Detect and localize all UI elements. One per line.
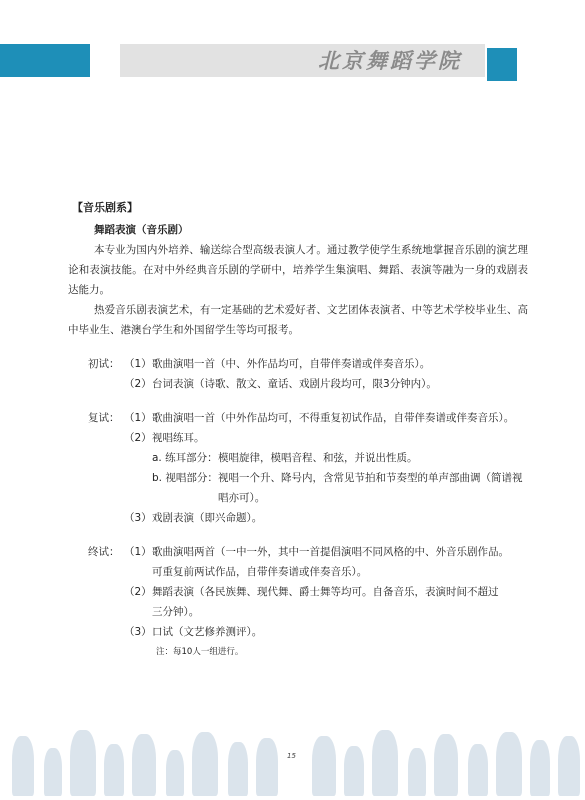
final-exam-item-3 (68, 622, 528, 642)
final-exam (68, 542, 528, 660)
header-accent-left (0, 44, 90, 77)
intro-paragraph-1: 本专业为国内外培养、输送综合型高级表演人才。通过教学使学生系统地掌握音乐剧的演艺理论和表演技能。在对中外经典音乐剧的学研中，培养学生集演唱、舞蹈、表演等融为一身的戏剧表达能力。 (68, 244, 528, 296)
item-number: （2） (124, 432, 152, 444)
item-text: 口试（文艺修养测评）。 (152, 626, 263, 638)
dancer-silhouette-band (0, 722, 585, 800)
dancer-silhouette (12, 736, 34, 796)
second-exam-item-2 (68, 428, 528, 448)
item-text: 歌曲演唱一首（中外作品均可，不得重复初试作品，自带伴奏谱或伴奏音乐）。 (152, 412, 515, 424)
item-text: 舞蹈表演（各民族舞、现代舞、爵士舞等均可。自备音乐，表演时间不超过 (152, 586, 499, 598)
item-text: 歌曲演唱一首（中、外作品均可，自带伴奏谱或伴奏音乐）。 (152, 358, 431, 370)
sub-label: a. 练耳部分： (152, 452, 218, 464)
page-content (68, 198, 528, 660)
dancer-silhouette (192, 732, 218, 796)
group-note: 注：每10人一组进行。 (156, 647, 244, 657)
dancer-silhouette (558, 736, 580, 796)
dancer-silhouette (228, 742, 248, 796)
dancer-silhouette (132, 734, 156, 796)
sight-singing-sub (152, 468, 528, 508)
first-exam (68, 354, 528, 394)
item-number: （3） (124, 512, 152, 524)
final-exam-label: 终试： (88, 546, 120, 558)
section-title: 【音乐剧系】 (72, 201, 138, 214)
second-exam (68, 408, 528, 528)
item-number: （1） (124, 358, 152, 370)
dancer-silhouette (104, 744, 124, 796)
item-text: 戏剧表演（即兴命题）。 (152, 512, 263, 524)
dancer-silhouette (344, 746, 364, 796)
dancer-silhouette (70, 730, 96, 796)
dancer-silhouette (312, 736, 336, 796)
final-exam-item-1 (68, 542, 528, 562)
final-exam-item-2 (68, 582, 528, 602)
sub-text: 视唱一个升、降号内，含常见节拍和节奏型的单声部曲调（简谱视唱亦可）。 (218, 472, 523, 504)
dancer-silhouette (496, 732, 522, 796)
header-accent-right (487, 48, 517, 81)
item-text: 台词表演（诗歌、散文、童话、戏剧片段均可，限3分钟内）。 (152, 378, 437, 390)
dancer-silhouette (256, 738, 278, 796)
item-continuation: 可重复前两试作品，自带伴奏谱或伴奏音乐）。 (152, 566, 368, 578)
item-text: 视唱练耳。 (152, 432, 205, 444)
dancer-silhouette (434, 734, 458, 796)
first-exam-item-2 (68, 374, 528, 394)
sub-label: b. 视唱部分： (152, 472, 218, 484)
item-number: （1） (124, 546, 152, 558)
dancer-silhouette (44, 748, 62, 796)
second-exam-item-3 (68, 508, 528, 528)
item-text: 歌曲演唱两首（一中一外，其中一首提倡演唱不同风格的中、外音乐剧作品。 (152, 546, 509, 558)
dancer-silhouette (372, 730, 398, 796)
item-number: （2） (124, 586, 152, 598)
dancer-silhouette (530, 740, 550, 796)
major-title: 舞蹈表演（音乐剧） (94, 224, 189, 236)
second-exam-item-1 (68, 408, 528, 428)
item-number: （3） (124, 626, 152, 638)
sub-text: 模唱旋律，模唱音程、和弦，并说出性质。 (218, 452, 418, 464)
dancer-silhouette (408, 748, 426, 796)
dancer-silhouette (468, 744, 488, 796)
item-number: （2） (124, 378, 152, 390)
item-number: （1） (124, 412, 152, 424)
item-continuation: 三分钟）。 (152, 606, 200, 618)
intro-paragraph-2: 热爱音乐剧表演艺术，有一定基础的艺术爱好者、文艺团体表演者、中等艺术学校毕业生、高中毕业生、港澳台学生和外国留学生等均可报考。 (68, 304, 528, 336)
first-exam-label: 初试： (88, 358, 120, 370)
dancer-silhouette (166, 750, 184, 796)
page-number: 15 (287, 752, 296, 760)
first-exam-item-1 (68, 354, 528, 374)
header-logo-title: 北京舞蹈学院 (318, 48, 462, 73)
second-exam-label: 复试： (88, 412, 120, 424)
ear-training-sub (152, 448, 528, 468)
